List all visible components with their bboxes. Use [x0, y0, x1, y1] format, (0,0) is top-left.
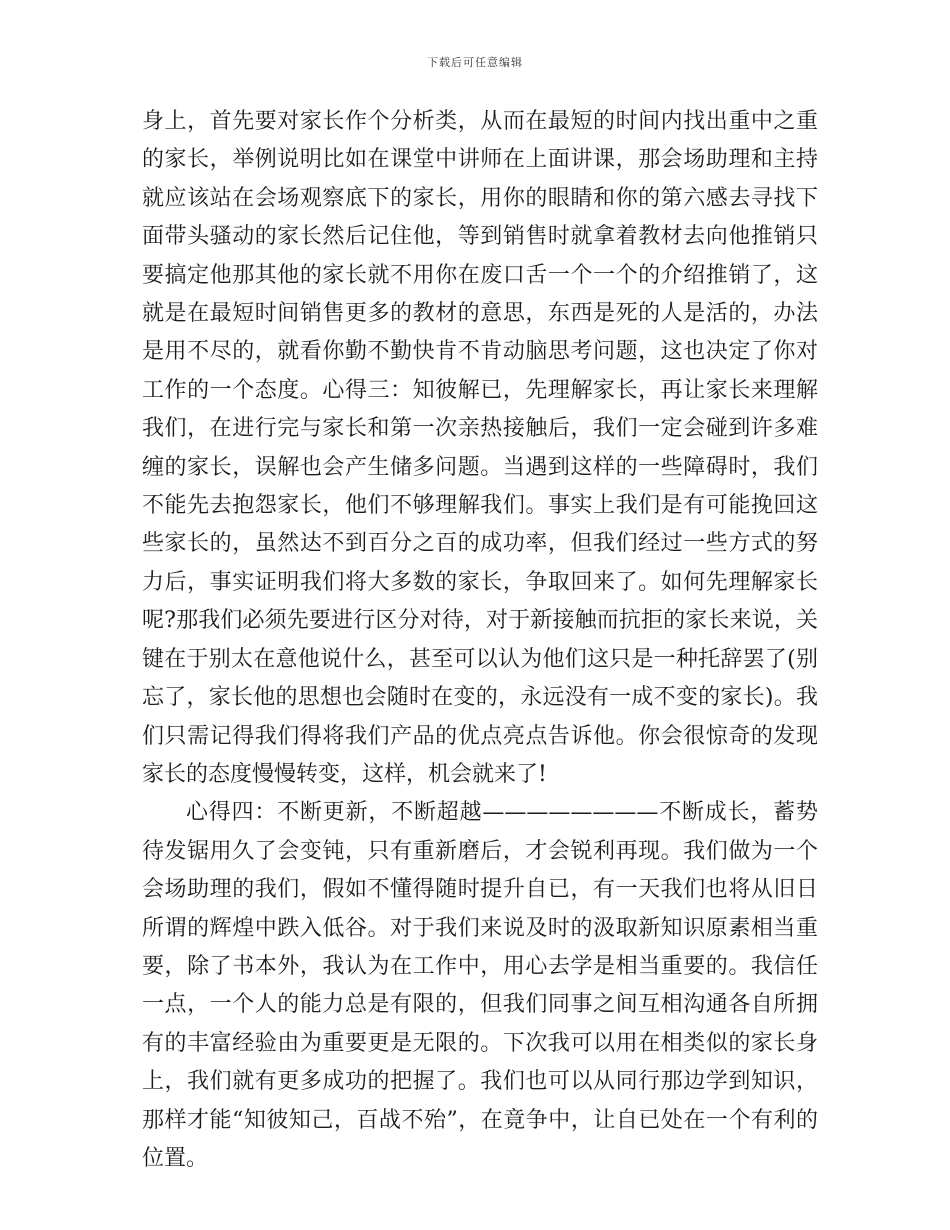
paragraph-1: 身上，首先要对家长作个分析类，从而在最短的时间内找出重中之重的家长，举例说明比如在课堂中讲师在上面讲课，那会场助理和主持就应该站在会场观察底下的家长，用你的眼睛和你的第六感去寻找下面带头骚动的家长然后记住他，等到销售时就拿着教材去向他推销只要搞定他那其他的家长就不用你在废口舌一个一个的介绍推销了，这就是在最短时间销售更多的教材的意思，东西是死的人是活的，办法是用不尽的，就看你勤不勤快肯不肯动脑思考问题，这也决定了你对工作的一个态度。心得三：知彼解已，先理解家长，再让家长来理解我们，在进行完与家长和第一次亲热接触后，我们一定会碰到许多难缠的家长，误解也会产生储多问题。当遇到这样的一些障碍时，我们不能先去抱怨家长，他们不够理解我们。事实上我们是有可能挽回这些家长的，虽然达不到百分之百的成功率，但我们经过一些方式的努力后，事实证明我们将大多数的家长，争取回来了。如何先理解家长呢?那我们必须先要进行区分对待，对于新接触而抗拒的家长来说，关键在于别太在意他说什么，甚至可以认为他们这只是一种托辞罢了(别忘了，家长他的思想也会随时在变的，永远没有一成不变的家长)。我们只需记得我们得将我们产品的优点亮点告诉他。你会很惊奇的发现家长的态度慢慢转变，这样，机会就来了!: [142, 109, 818, 787]
page-header-note: 下载后可任意编辑: [427, 56, 523, 69]
document-body: [142, 103, 818, 1178]
paragraph-2: 心得四：不断更新，不断超越————————不断成长，蓄势待发锯用久了会变钝，只有重新磨后，才会锐利再现。我们做为一个会场助理的我们，假如不懂得随时提升自已，有一天我们也将从旧日所谓的辉煌中跌入低谷。对于我们来说及时的汲取新知识原素相当重要，除了书本外，我认为在工作中，用心去学是相当重要的。我信任一点，一个人的能力总是有限的，但我们同事之间互相沟通各自所拥有的丰富经验由为重要更是无限的。下次我可以用在相类似的家长身上，我们就有更多成功的把握了。我们也可以从同行那边学到知识，那样才能“知彼知己，百战不殆”，在竟争中，让自已处在一个有利的位置。: [142, 800, 818, 1171]
